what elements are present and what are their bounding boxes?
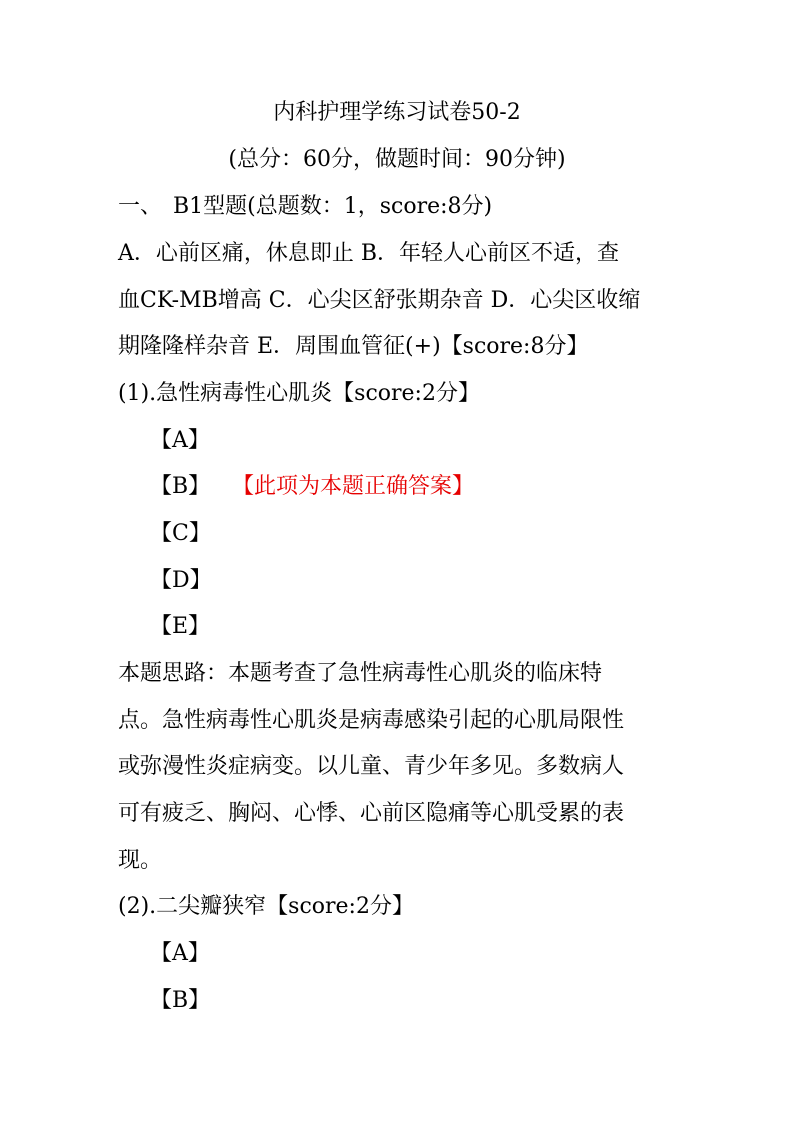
- q1-option-e: 【E】: [150, 614, 211, 639]
- section-heading: 一、 B1型题(总题数：1，score:8分): [118, 194, 493, 219]
- q2-option-b: 【B】: [150, 988, 211, 1013]
- document-title: 内科护理学练习试卷50-2: [273, 100, 521, 125]
- document-subtitle: (总分：60分，做题时间：90分钟): [228, 147, 566, 172]
- q1-option-b: 【B】: [150, 474, 211, 499]
- explanation-line-4: 可有疲乏、胸闷、心悸、心前区隐痛等心肌受累的表: [118, 801, 625, 826]
- q1-option-d: 【D】: [150, 568, 212, 593]
- explanation-line-3: 或弥漫性炎症病变。以儿童、青少年多见。多数病人: [118, 754, 625, 779]
- q2-option-a: 【A】: [150, 941, 210, 966]
- q1-option-c: 【C】: [150, 521, 211, 546]
- explanation-line-2: 点。急性病毒性心肌炎是病毒感染引起的心肌局限性: [118, 708, 625, 733]
- explanation-line-5: 现。: [118, 848, 163, 873]
- stem-line-2: 血CK-MB增高 C．心尖区舒张期杂音 D．心尖区收缩: [118, 288, 641, 313]
- stem-line-3: 期隆隆样杂音 E．周围血管征(+)【score:8分】: [118, 334, 589, 359]
- correct-answer-note: 【此项为本题正确答案】: [232, 474, 475, 499]
- explanation-line-1: 本题思路：本题考查了急性病毒性心肌炎的临床特: [118, 661, 603, 686]
- question-2-text: (2).二尖瓣狭窄【score:2分】: [118, 894, 414, 919]
- q1-option-a: 【A】: [150, 428, 210, 453]
- stem-line-1: A．心前区痛，休息即止 B．年轻人心前区不适，查: [118, 241, 620, 266]
- question-1-text: (1).急性病毒性心肌炎【score:2分】: [118, 381, 480, 406]
